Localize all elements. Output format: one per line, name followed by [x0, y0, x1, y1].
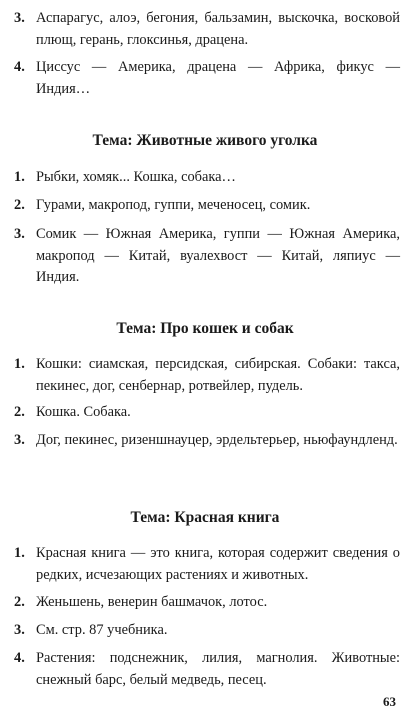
- section-heading: Тема: Про кошек и собак: [116, 320, 294, 337]
- section-heading: Тема: Красная книга: [130, 509, 280, 526]
- item-text: Женьшень, венерин башмачок, лотос.: [36, 594, 268, 610]
- list-item: [14, 620, 400, 642]
- section-heading: Тема: Животные живого уголка: [92, 132, 318, 149]
- list-item: [14, 543, 400, 586]
- item-number: 3.: [14, 622, 25, 638]
- page-number: 63: [383, 694, 396, 709]
- item-text: Кошки: сиамская, персидская, сибирская. Собаки: такса, пекинес, дог, сенбернар, ротвейлер, пудель.: [36, 356, 400, 394]
- list-item: [14, 648, 400, 691]
- item-text: Аспарагус, алоэ, бегония, бальзамин, выскочка, восковой плющ, герань, глоксинья, драцена.: [36, 10, 400, 48]
- list-item: [14, 57, 400, 100]
- item-text: Рыбки, хомяк... Кошка, собака…: [36, 169, 236, 185]
- item-text: Красная книга — это книга, которая содержит сведения о редких, исчезающих растениях и животных.: [36, 545, 400, 583]
- list-item: [14, 8, 400, 51]
- list-item: [14, 195, 400, 217]
- list-item: [14, 354, 400, 397]
- item-number: 1.: [14, 169, 25, 185]
- item-text: Кошка. Собака.: [36, 404, 131, 420]
- list-item: [14, 430, 400, 452]
- item-text: Гурами, макропод, гуппи, меченосец, сомик.: [36, 197, 311, 213]
- item-number: 2.: [14, 404, 25, 420]
- list-item: [14, 402, 400, 424]
- item-text: Дог, пекинес, ризеншнауцер, эрдельтерьер, ньюфаундленд.: [36, 432, 398, 448]
- item-number: 3.: [14, 10, 25, 26]
- item-number: 4.: [14, 59, 25, 75]
- item-number: 4.: [14, 650, 25, 666]
- item-number: 3.: [14, 432, 25, 448]
- item-text: Сомик — Южная Америка, гуппи — Южная Америка, макропод — Китай, вуалехвост — Китай, ляпиус — Индия.: [36, 226, 400, 285]
- item-number: 2.: [14, 594, 25, 610]
- item-number: 1.: [14, 356, 25, 372]
- list-item: [14, 167, 400, 189]
- item-number: 2.: [14, 197, 25, 213]
- item-number: 3.: [14, 226, 25, 242]
- list-item: [14, 592, 400, 614]
- item-text: Циссус — Америка, драцена — Африка, фикус — Индия…: [36, 59, 400, 97]
- item-text: Растения: подснежник, лилия, магнолия. Животные: снежный барс, белый медведь, песец.: [36, 650, 400, 688]
- list-item: [14, 224, 400, 289]
- item-text: См. стр. 87 учебника.: [36, 622, 168, 638]
- item-number: 1.: [14, 545, 25, 561]
